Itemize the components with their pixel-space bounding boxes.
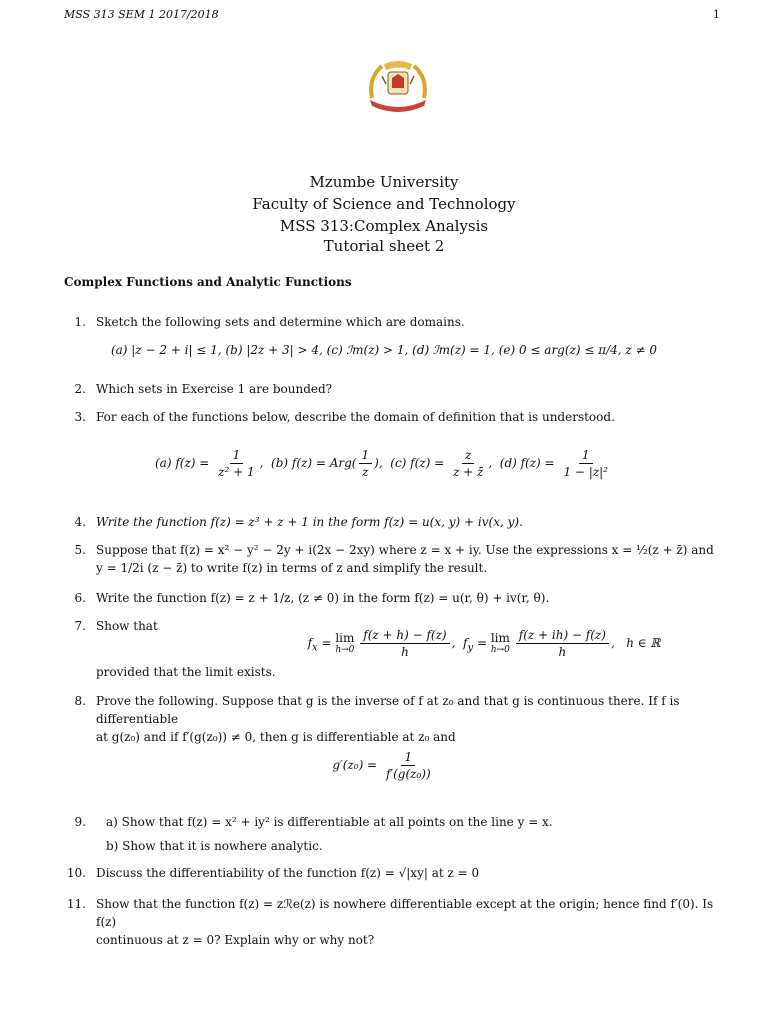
title-course: MSS 313:Complex Analysis — [279, 217, 489, 235]
question-4 — [74, 513, 726, 531]
question-text: Discuss the differentiability of the function f(z) = √|xy| at z = 0 — [96, 866, 480, 880]
section-heading: Complex Functions and Analytic Functions — [64, 275, 352, 289]
question-9a: a) Show that f(z) = x² + iy² is differentiable at all points on the line y = x. — [106, 815, 553, 829]
header-course: MSS 313 SEM 1 2017/2018 — [64, 8, 219, 21]
question-text-line1: Prove the following. Suppose that g is the inverse of f at z₀ and that g is continuous there. If f is differentiable — [96, 694, 680, 726]
question-3 — [74, 408, 726, 426]
question-number: 3. — [74, 410, 86, 424]
question-6 — [74, 589, 726, 607]
question-number: 9. — [74, 815, 86, 829]
university-crest-logo — [364, 58, 432, 114]
question-7-after: provided that the limit exists. — [96, 665, 276, 679]
question-number: 5. — [74, 543, 86, 557]
header-page-number: 1 — [713, 8, 720, 21]
question-number: 2. — [74, 382, 86, 396]
question-1 — [74, 313, 726, 331]
question-8 — [74, 692, 726, 746]
question-number: 6. — [74, 591, 86, 605]
question-text: Show that — [96, 619, 158, 633]
title-faculty: Faculty of Science and Technology — [252, 195, 516, 213]
question-number: 8. — [74, 694, 86, 708]
question-number: 10. — [66, 866, 86, 880]
question-7-equation: $f_x = \lim$ h→0 $\frac{f(z + h) - f(z)}{h}$ , $f_y = \lim$ h→0 $\frac{f(z + ih) - f(z)}{h}$ , h ∈ ℝ — [307, 628, 661, 659]
question-text: For each of the functions below, describe the domain of definition that is understood. — [96, 410, 615, 424]
question-text-line1: Show that the function f(z) = zℛe(z) is nowhere differentiable except at the origin; hence find f′(0). Is f(z) — [96, 897, 714, 929]
question-text: Write the function f(z) = z + 1/z, (z ≠ 0) in the form f(z) = u(r, θ) + iv(r, θ). — [96, 591, 550, 605]
question-9b: b) Show that it is nowhere analytic. — [106, 839, 323, 853]
question-2 — [74, 380, 726, 398]
question-number: 7. — [74, 619, 86, 633]
question-text-line1: Suppose that f(z) = x² − y² − 2y + i(2x − 2xy) where z = x + iy. Use the expressions x = ½(z + z̄) and — [96, 543, 714, 557]
question-text-line2: continuous at z = 0? Explain why or why not? — [96, 933, 375, 947]
question-number: 1. — [74, 315, 86, 329]
question-text: Which sets in Exercise 1 are bounded? — [96, 382, 333, 396]
question-3-equation: (a) f(z) = $\frac{1}{\text{z² + 1}}$ , (b) f(z) = Arg( $\frac{1}{z}$ ), (c) f(z) = $\frac{z}{z + z̄}$ , (d) f(z) = $\frac{1}{\text{1 − |z|²}}$ — [155, 448, 608, 479]
question-11 — [66, 895, 726, 949]
question-number: 4. — [74, 515, 86, 529]
question-5 — [74, 541, 726, 577]
question-text-line2: y = 1/2i (z − z̄) to write f(z) in terms of z and simplify the result. — [96, 561, 488, 575]
question-number: 11. — [66, 897, 86, 911]
question-1-equation: (a) |z − 2 + i| ≤ 1, (b) |2z + 3| > 4, (c) ℐm(z) > 1, (d) ℐm(z) = 1, (e) 0 ≤ arg(z) ≤ π/4, z ≠ 0 — [110, 343, 658, 357]
question-text-line2: at g(z₀) and if f′(g(z₀)) ≠ 0, then g is differentiable at z₀ and — [96, 730, 456, 744]
question-10 — [66, 864, 726, 882]
question-text: Sketch the following sets and determine which are domains. — [96, 315, 465, 329]
title-sheet: Tutorial sheet 2 — [323, 237, 445, 255]
question-text: Write the function f(z) = z³ + z + 1 in the form f(z) = u(x, y) + iv(x, y). — [96, 515, 523, 529]
title-university: Mzumbe University — [309, 173, 459, 191]
question-8-equation: g′(z₀) = $\frac{1}{\text{f′(g(z₀))}}$ — [332, 750, 431, 781]
